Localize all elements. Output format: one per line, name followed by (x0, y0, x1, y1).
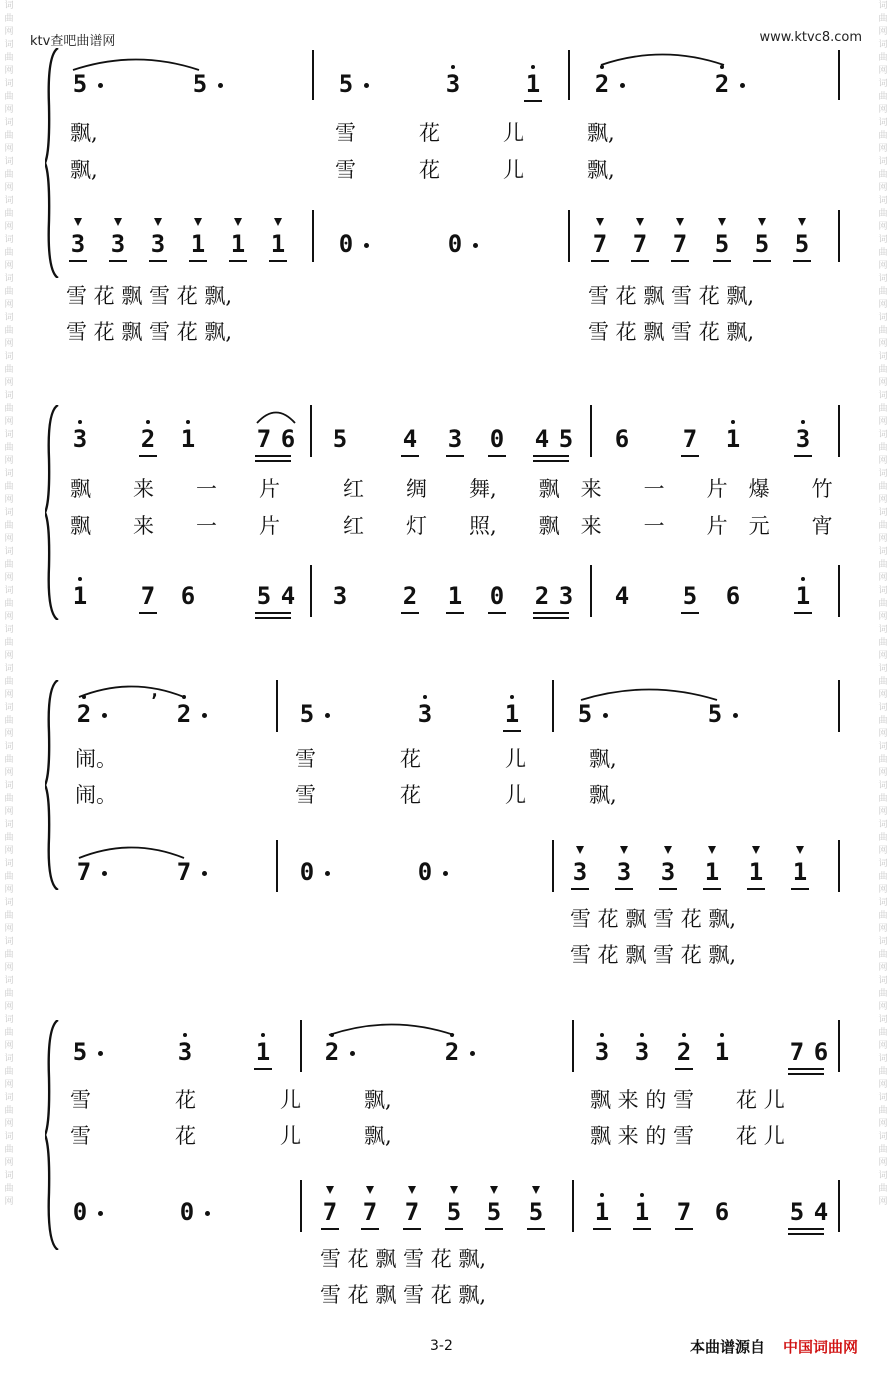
underline (788, 1233, 824, 1235)
system-brace (45, 1020, 59, 1250)
note-digit: 3 (70, 230, 86, 258)
note-digit: 6 (714, 1198, 730, 1226)
bar-line (568, 210, 570, 262)
lyric-line: 雪 花 飘 雪 花 飘, (66, 320, 233, 344)
duration-dot (470, 1051, 475, 1056)
underline (703, 888, 721, 890)
bar-line (276, 840, 278, 892)
duration-dot (473, 243, 478, 248)
underline (593, 1228, 611, 1230)
underline (255, 612, 291, 614)
system-brace (45, 48, 59, 278)
note-digit: 1 (447, 582, 463, 610)
underline (269, 260, 287, 262)
accent-mark (408, 1186, 416, 1194)
note-digit: 3 (795, 425, 811, 453)
note-digit: 1 (704, 858, 720, 886)
note-digit: 2 (714, 70, 730, 98)
underline (446, 612, 464, 614)
note-digit: 3 (572, 858, 588, 886)
duration-dot (205, 1211, 210, 1216)
underline (229, 260, 247, 262)
note-digit: 2 (444, 1038, 460, 1066)
note-digit: 1 (504, 700, 520, 728)
note-digit: 3 (445, 70, 461, 98)
octave-dot (600, 1033, 604, 1037)
accent-mark (636, 218, 644, 226)
bar-line (568, 50, 570, 100)
underline (524, 100, 542, 102)
note-digit: 0 (72, 1198, 88, 1226)
underline (671, 260, 689, 262)
underline (254, 1068, 272, 1070)
underline (713, 260, 731, 262)
slur (78, 843, 185, 859)
note-digit: 5 (446, 1198, 462, 1226)
octave-dot (682, 1033, 686, 1037)
octave-dot (801, 420, 805, 424)
underline (255, 455, 291, 457)
note-digit: 7 (672, 230, 688, 258)
slur (580, 685, 718, 701)
underline (109, 260, 127, 262)
accent-mark (796, 846, 804, 854)
side-watermark-left: 词曲网词曲网词曲网词曲网词曲网词曲网词曲网词曲网词曲网词曲网词曲网词曲网词曲网词曲网词曲网词曲网词曲网词曲网词曲网词曲网词曲网词曲网词曲网词曲网词曲网词曲网词曲网词曲网词曲网词曲网词曲网 (4, 1, 14, 1207)
note-digit: 4 (813, 1198, 829, 1226)
bar-line (310, 405, 312, 457)
underline (361, 1228, 379, 1230)
note-digit: 5 (338, 70, 354, 98)
octave-dot (450, 1033, 454, 1037)
underline (753, 260, 771, 262)
lyric-line: 雪 花 飘 雪 花 飘, (320, 1283, 487, 1307)
underline (485, 1228, 503, 1230)
note-digit: 3 (594, 1038, 610, 1066)
underline (633, 1228, 651, 1230)
bar-line (838, 1180, 840, 1232)
note-digit: 1 (594, 1198, 610, 1226)
note-digit: 0 (299, 858, 315, 886)
note-digit: 7 (404, 1198, 420, 1226)
duration-dot (620, 83, 625, 88)
underline (747, 888, 765, 890)
bar-line (310, 565, 312, 617)
note-digit: 1 (714, 1038, 730, 1066)
accent-mark (450, 1186, 458, 1194)
note-digit: 3 (110, 230, 126, 258)
octave-dot (146, 420, 150, 424)
accent-mark (274, 218, 282, 226)
accent-mark (154, 218, 162, 226)
accent-mark (366, 1186, 374, 1194)
note-digit: 0 (179, 1198, 195, 1226)
note-digit: 1 (795, 582, 811, 610)
underline (533, 455, 569, 457)
octave-dot (78, 420, 82, 424)
note-digit: 5 (192, 70, 208, 98)
lyric-line: 雪 花 飘 雪 花 飘, (588, 320, 755, 344)
underline (255, 617, 291, 619)
lyric-line: 雪 花 儿 飘, (70, 1124, 392, 1148)
header-site-name: ktv查吧曲谱网 (30, 34, 116, 49)
underline (445, 1228, 463, 1230)
note-digit: 0 (447, 230, 463, 258)
lyric-line: 雪 花 儿 飘, (335, 158, 615, 182)
note-digit: 2 (76, 700, 92, 728)
underline (571, 888, 589, 890)
note-digit: 6 (180, 582, 196, 610)
note-digit: 7 (362, 1198, 378, 1226)
note-digit: 7 (592, 230, 608, 258)
note-digit: 0 (417, 858, 433, 886)
underline (403, 1228, 421, 1230)
note-digit: 3 (634, 1038, 650, 1066)
accent-mark (718, 218, 726, 226)
underline (533, 612, 569, 614)
note-digit: 5 (486, 1198, 502, 1226)
bar-line (838, 405, 840, 457)
note-digit: 2 (402, 582, 418, 610)
bar-line (300, 1020, 302, 1072)
note-digit: 2 (324, 1038, 340, 1066)
underline (788, 1068, 824, 1070)
octave-dot (731, 420, 735, 424)
system-brace (45, 680, 59, 890)
underline (503, 730, 521, 732)
note-digit: 3 (417, 700, 433, 728)
accent-mark (576, 846, 584, 854)
duration-dot (443, 871, 448, 876)
underline (488, 612, 506, 614)
note-digit: 2 (534, 582, 550, 610)
note-digit: 2 (594, 70, 610, 98)
underline (255, 460, 291, 462)
octave-dot (640, 1193, 644, 1197)
note-digit: 4 (534, 425, 550, 453)
note-digit: 1 (748, 858, 764, 886)
note-digit: 7 (632, 230, 648, 258)
bar-line (838, 210, 840, 262)
note-digit: 5 (714, 230, 730, 258)
bar-line (590, 565, 592, 617)
note-digit: 0 (489, 582, 505, 610)
underline (446, 455, 464, 457)
note-digit: 2 (676, 1038, 692, 1066)
duration-dot (350, 1051, 355, 1056)
header-site-url: www.ktvc8.com (759, 30, 862, 45)
note-digit: 7 (256, 425, 272, 453)
underline (681, 455, 699, 457)
accent-mark (758, 218, 766, 226)
underline (675, 1068, 693, 1070)
accent-mark (798, 218, 806, 226)
accent-mark (234, 218, 242, 226)
duration-dot (325, 713, 330, 718)
note-digit: 7 (322, 1198, 338, 1226)
slur (78, 682, 185, 698)
underline (791, 888, 809, 890)
bar-line (838, 565, 840, 617)
underline (681, 612, 699, 614)
slur (600, 50, 725, 66)
bar-line (590, 405, 592, 457)
octave-dot (186, 420, 190, 424)
bar-line (552, 680, 554, 732)
bar-line (572, 1180, 574, 1232)
accent-mark (490, 1186, 498, 1194)
underline (793, 260, 811, 262)
accent-mark (114, 218, 122, 226)
note-digit: 3 (332, 582, 348, 610)
accent-mark (326, 1186, 334, 1194)
note-digit: 7 (140, 582, 156, 610)
underline (488, 455, 506, 457)
octave-dot (640, 1033, 644, 1037)
bar-line (838, 680, 840, 732)
note-digit: 1 (255, 1038, 271, 1066)
lyric-line: 雪 花 儿 飘, (295, 747, 617, 771)
accent-mark (752, 846, 760, 854)
note-digit: 1 (525, 70, 541, 98)
lyric-line: 飘, (70, 121, 98, 145)
bar-line (300, 1180, 302, 1232)
note-digit: 5 (299, 700, 315, 728)
side-watermark-right: 词曲网词曲网词曲网词曲网词曲网词曲网词曲网词曲网词曲网词曲网词曲网词曲网词曲网词曲网词曲网词曲网词曲网词曲网词曲网词曲网词曲网词曲网词曲网词曲网词曲网词曲网词曲网词曲网词曲网词曲网词曲网 (878, 1, 888, 1207)
note-digit: 6 (813, 1038, 829, 1066)
underline (631, 260, 649, 262)
underline (675, 1228, 693, 1230)
duration-dot (325, 871, 330, 876)
duration-dot (202, 713, 207, 718)
note-digit: 3 (660, 858, 676, 886)
bar-line (312, 50, 314, 100)
duration-dot (603, 713, 608, 718)
note-digit: 1 (725, 425, 741, 453)
lyric-line: 雪 花 儿 飘, (70, 1088, 392, 1112)
duration-dot (98, 83, 103, 88)
note-digit: 1 (180, 425, 196, 453)
note-digit: 3 (447, 425, 463, 453)
note-digit: 1 (230, 230, 246, 258)
note-digit: 1 (190, 230, 206, 258)
underline (139, 455, 157, 457)
octave-dot (261, 1033, 265, 1037)
note-digit: 7 (789, 1038, 805, 1066)
lyric-line: 雪 花 飘 雪 花 飘, (570, 943, 737, 967)
octave-dot (451, 65, 455, 69)
underline (788, 1228, 824, 1230)
underline (527, 1228, 545, 1230)
bar-line (312, 210, 314, 262)
note-digit: 7 (682, 425, 698, 453)
underline (659, 888, 677, 890)
octave-dot (600, 65, 604, 69)
duration-dot (733, 713, 738, 718)
duration-dot (102, 713, 107, 718)
accent-mark (664, 846, 672, 854)
duration-dot (98, 1211, 103, 1216)
note-digit: 5 (754, 230, 770, 258)
duration-dot (364, 83, 369, 88)
octave-dot (720, 65, 724, 69)
underline (69, 260, 87, 262)
lyric-line: 雪 花 儿 飘, (295, 783, 617, 807)
underline (533, 460, 569, 462)
octave-dot (423, 695, 427, 699)
lyric-line: 飘 来 一 片 红 灯 照, 飘 来 一 片 元 宵 (70, 514, 833, 538)
duration-dot (218, 83, 223, 88)
note-digit: 1 (72, 582, 88, 610)
underline (591, 260, 609, 262)
lyric-line: 雪 花 飘 雪 花 飘, (320, 1247, 487, 1271)
bar-line (838, 1020, 840, 1072)
footer-source (690, 1336, 858, 1357)
slur (256, 408, 296, 424)
note-digit: 1 (270, 230, 286, 258)
underline (533, 617, 569, 619)
duration-dot (102, 871, 107, 876)
octave-dot (183, 1033, 187, 1037)
octave-dot (82, 695, 86, 699)
lyric-line: 飘 来 的 雪 花 儿 (590, 1124, 785, 1148)
octave-dot (600, 1193, 604, 1197)
octave-dot (510, 695, 514, 699)
lyric-line: 雪 花 飘 雪 花 飘, (588, 284, 755, 308)
underline (401, 455, 419, 457)
footer-source-label: 本曲谱源自 (689, 1338, 765, 1356)
slur (328, 1020, 455, 1036)
underline (788, 1073, 824, 1075)
page-number: 3-2 (430, 1338, 453, 1354)
note-digit: 2 (176, 700, 192, 728)
duration-dot (364, 243, 369, 248)
octave-dot (78, 577, 82, 581)
note-digit: 3 (177, 1038, 193, 1066)
breath-mark: ʼ (148, 691, 160, 712)
duration-dot (740, 83, 745, 88)
bar-line (572, 1020, 574, 1072)
note-digit: 3 (558, 582, 574, 610)
note-digit: 5 (794, 230, 810, 258)
footer-source-site: 中国词曲网 (782, 1338, 858, 1356)
octave-dot (182, 695, 186, 699)
accent-mark (74, 218, 82, 226)
octave-dot (720, 1033, 724, 1037)
note-digit: 6 (614, 425, 630, 453)
accent-mark (532, 1186, 540, 1194)
note-digit: 6 (280, 425, 296, 453)
note-digit: 5 (72, 70, 88, 98)
duration-dot (98, 1051, 103, 1056)
note-digit: 5 (72, 1038, 88, 1066)
underline (189, 260, 207, 262)
note-digit: 7 (176, 858, 192, 886)
note-digit: 7 (676, 1198, 692, 1226)
lyric-line: 闹。 (75, 747, 117, 771)
underline (401, 612, 419, 614)
octave-dot (531, 65, 535, 69)
note-digit: 2 (140, 425, 156, 453)
note-digit: 3 (150, 230, 166, 258)
note-digit: 4 (402, 425, 418, 453)
slur (72, 55, 200, 71)
note-digit: 5 (682, 582, 698, 610)
note-digit: 3 (616, 858, 632, 886)
bar-line (838, 50, 840, 100)
underline (149, 260, 167, 262)
note-digit: 0 (338, 230, 354, 258)
lyric-line: 雪 花 飘 雪 花 飘, (570, 907, 737, 931)
bar-line (276, 680, 278, 732)
note-digit: 4 (280, 582, 296, 610)
bar-line (552, 840, 554, 892)
note-digit: 6 (725, 582, 741, 610)
accent-mark (596, 218, 604, 226)
accent-mark (708, 846, 716, 854)
underline (321, 1228, 339, 1230)
bar-line (838, 840, 840, 892)
note-digit: 4 (614, 582, 630, 610)
note-digit: 3 (72, 425, 88, 453)
note-digit: 5 (528, 1198, 544, 1226)
note-digit: 0 (489, 425, 505, 453)
note-digit: 5 (256, 582, 272, 610)
lyric-line: 雪 花 飘 雪 花 飘, (66, 284, 233, 308)
note-digit: 7 (76, 858, 92, 886)
note-digit: 5 (558, 425, 574, 453)
note-digit: 5 (707, 700, 723, 728)
octave-dot (330, 1033, 334, 1037)
underline (794, 612, 812, 614)
note-digit: 1 (792, 858, 808, 886)
lyric-line: 闹。 (75, 783, 117, 807)
underline (615, 888, 633, 890)
note-digit: 1 (634, 1198, 650, 1226)
underline (139, 612, 157, 614)
lyric-line: 飘, (70, 158, 98, 182)
accent-mark (620, 846, 628, 854)
duration-dot (202, 871, 207, 876)
system-brace (45, 405, 59, 620)
lyric-line: 飘 来 的 雪 花 儿 (590, 1088, 785, 1112)
accent-mark (676, 218, 684, 226)
underline (794, 455, 812, 457)
octave-dot (801, 577, 805, 581)
note-digit: 5 (577, 700, 593, 728)
lyric-line: 飘 来 一 片 红 绸 舞, 飘 来 一 片 爆 竹 (70, 477, 833, 501)
note-digit: 5 (789, 1198, 805, 1226)
accent-mark (194, 218, 202, 226)
lyric-line: 雪 花 儿 飘, (335, 121, 615, 145)
note-digit: 5 (332, 425, 348, 453)
